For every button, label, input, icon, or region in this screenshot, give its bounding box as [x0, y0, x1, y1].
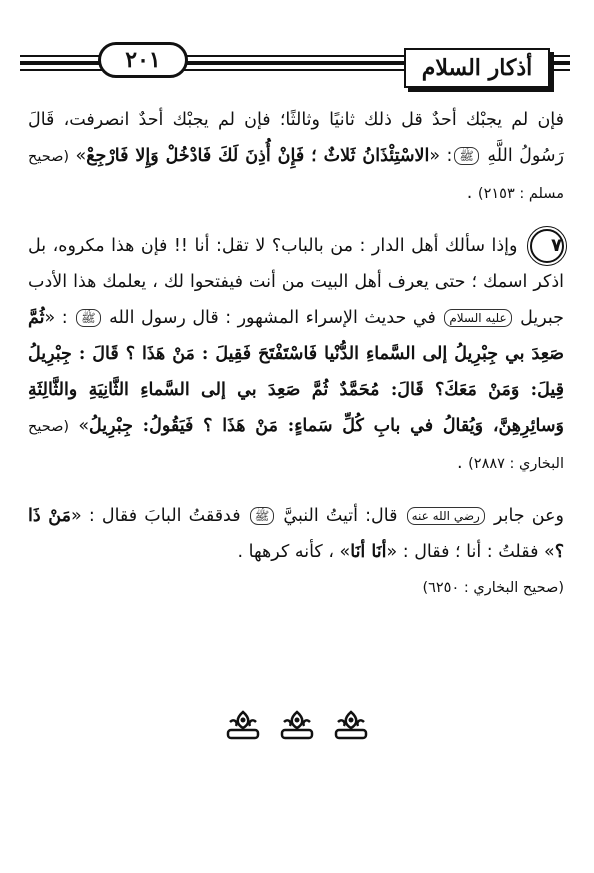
hadith-quote: أنَا أنَا	[350, 542, 387, 562]
paragraph-3	[28, 498, 564, 570]
floral-ornament-icon	[332, 708, 370, 742]
text: : «	[44, 308, 75, 328]
hadith-quote: الاسْتِئْذَانُ ثَلاثٌ ؛ فَإِنْ أُذِنَ لَكَ فَادْخُلْ وَإِلا فَارْجِعْ	[86, 146, 430, 166]
text: : «	[429, 146, 453, 166]
hadith-source: (صحيح مسلم : ٢١٥٣)	[28, 149, 564, 202]
salla-honorific: ﷺ	[76, 309, 101, 327]
salla-honorific: ﷺ	[250, 507, 275, 525]
text: في حديث الإسراء المشهور : قال رسول الله	[109, 308, 443, 328]
text: » ، كأنه كرهها .	[237, 542, 351, 562]
text: فدققتُ البابَ فقال : «	[71, 506, 248, 526]
text: »	[69, 416, 90, 436]
paragraph-number: ٧	[530, 229, 564, 263]
paragraph-2	[28, 228, 564, 482]
floral-ornament-icon	[224, 708, 262, 742]
hadith-source: (صحيح البخاري : ٢٨٨٧)	[28, 419, 564, 472]
text: .	[466, 183, 478, 203]
floral-ornament-icon	[278, 708, 316, 742]
page-number: ٢٠١	[98, 42, 188, 78]
hadith-quote: ثُمَّ صَعِدَ بي جِبْرِيلُ إلى السَّماءِ الدُّنْيا فَاسْتَفْتَحَ فَقِيلَ : مَنْ هَذَا ؟ قَالَ : جِبْرِيلُ قِيلَ: وَمَنْ مَعَكَ؟ قَالَ: مُحَمَّدٌ ثُمَّ صَعِدَ بي إلى السَّماءِ الثَّانِيَةِ والثَّالِثَةِ وَسائِرِهِنَّ، وَيُقالُ في بابِ كُلِّ سَماءٍ: مَنْ هَذَا ؟ فَيَقُولُ: جِبْرِيلُ	[28, 308, 564, 436]
text: »	[69, 146, 87, 166]
ornament-divider	[0, 708, 594, 748]
salla-honorific: ﷺ	[454, 147, 479, 165]
text: .	[456, 453, 469, 473]
chapter-title: أذكار السلام	[404, 48, 550, 88]
alayhi-salam-honorific: عليه السلام	[444, 309, 511, 327]
text: وعن جابر	[493, 506, 564, 526]
hadith-quote: مَنْ ذَا ؟	[28, 506, 564, 562]
text: قال: أتيتُ النبيَّ	[283, 506, 405, 526]
text: وإذا سألك أهل الدار : من بالباب؟ لا تقل: أنا !! فإن هذا مكروه، بل اذكر اسمك ؛ حتى يعرف أهل البيت من أنت فيفتحوا لك ، يعلمك هذا الأدب جبريل	[28, 236, 564, 328]
text: فإن لم يجبْك أحدٌ قل ذلك ثانيًا وثالثًا؛ فإن لم يجبْك أحدٌ انصرفت، قَالَ رَسُولُ اللَّهِ	[28, 110, 564, 166]
text: » فقلتُ : أنا ؛ فقال : «	[386, 542, 555, 562]
radiya-honorific: رضي الله عنه	[407, 507, 485, 525]
paragraph-1	[28, 102, 564, 212]
page-body	[28, 102, 564, 606]
hadith-source: (صحيح البخاري : ٦٢٥٠)	[422, 580, 564, 596]
